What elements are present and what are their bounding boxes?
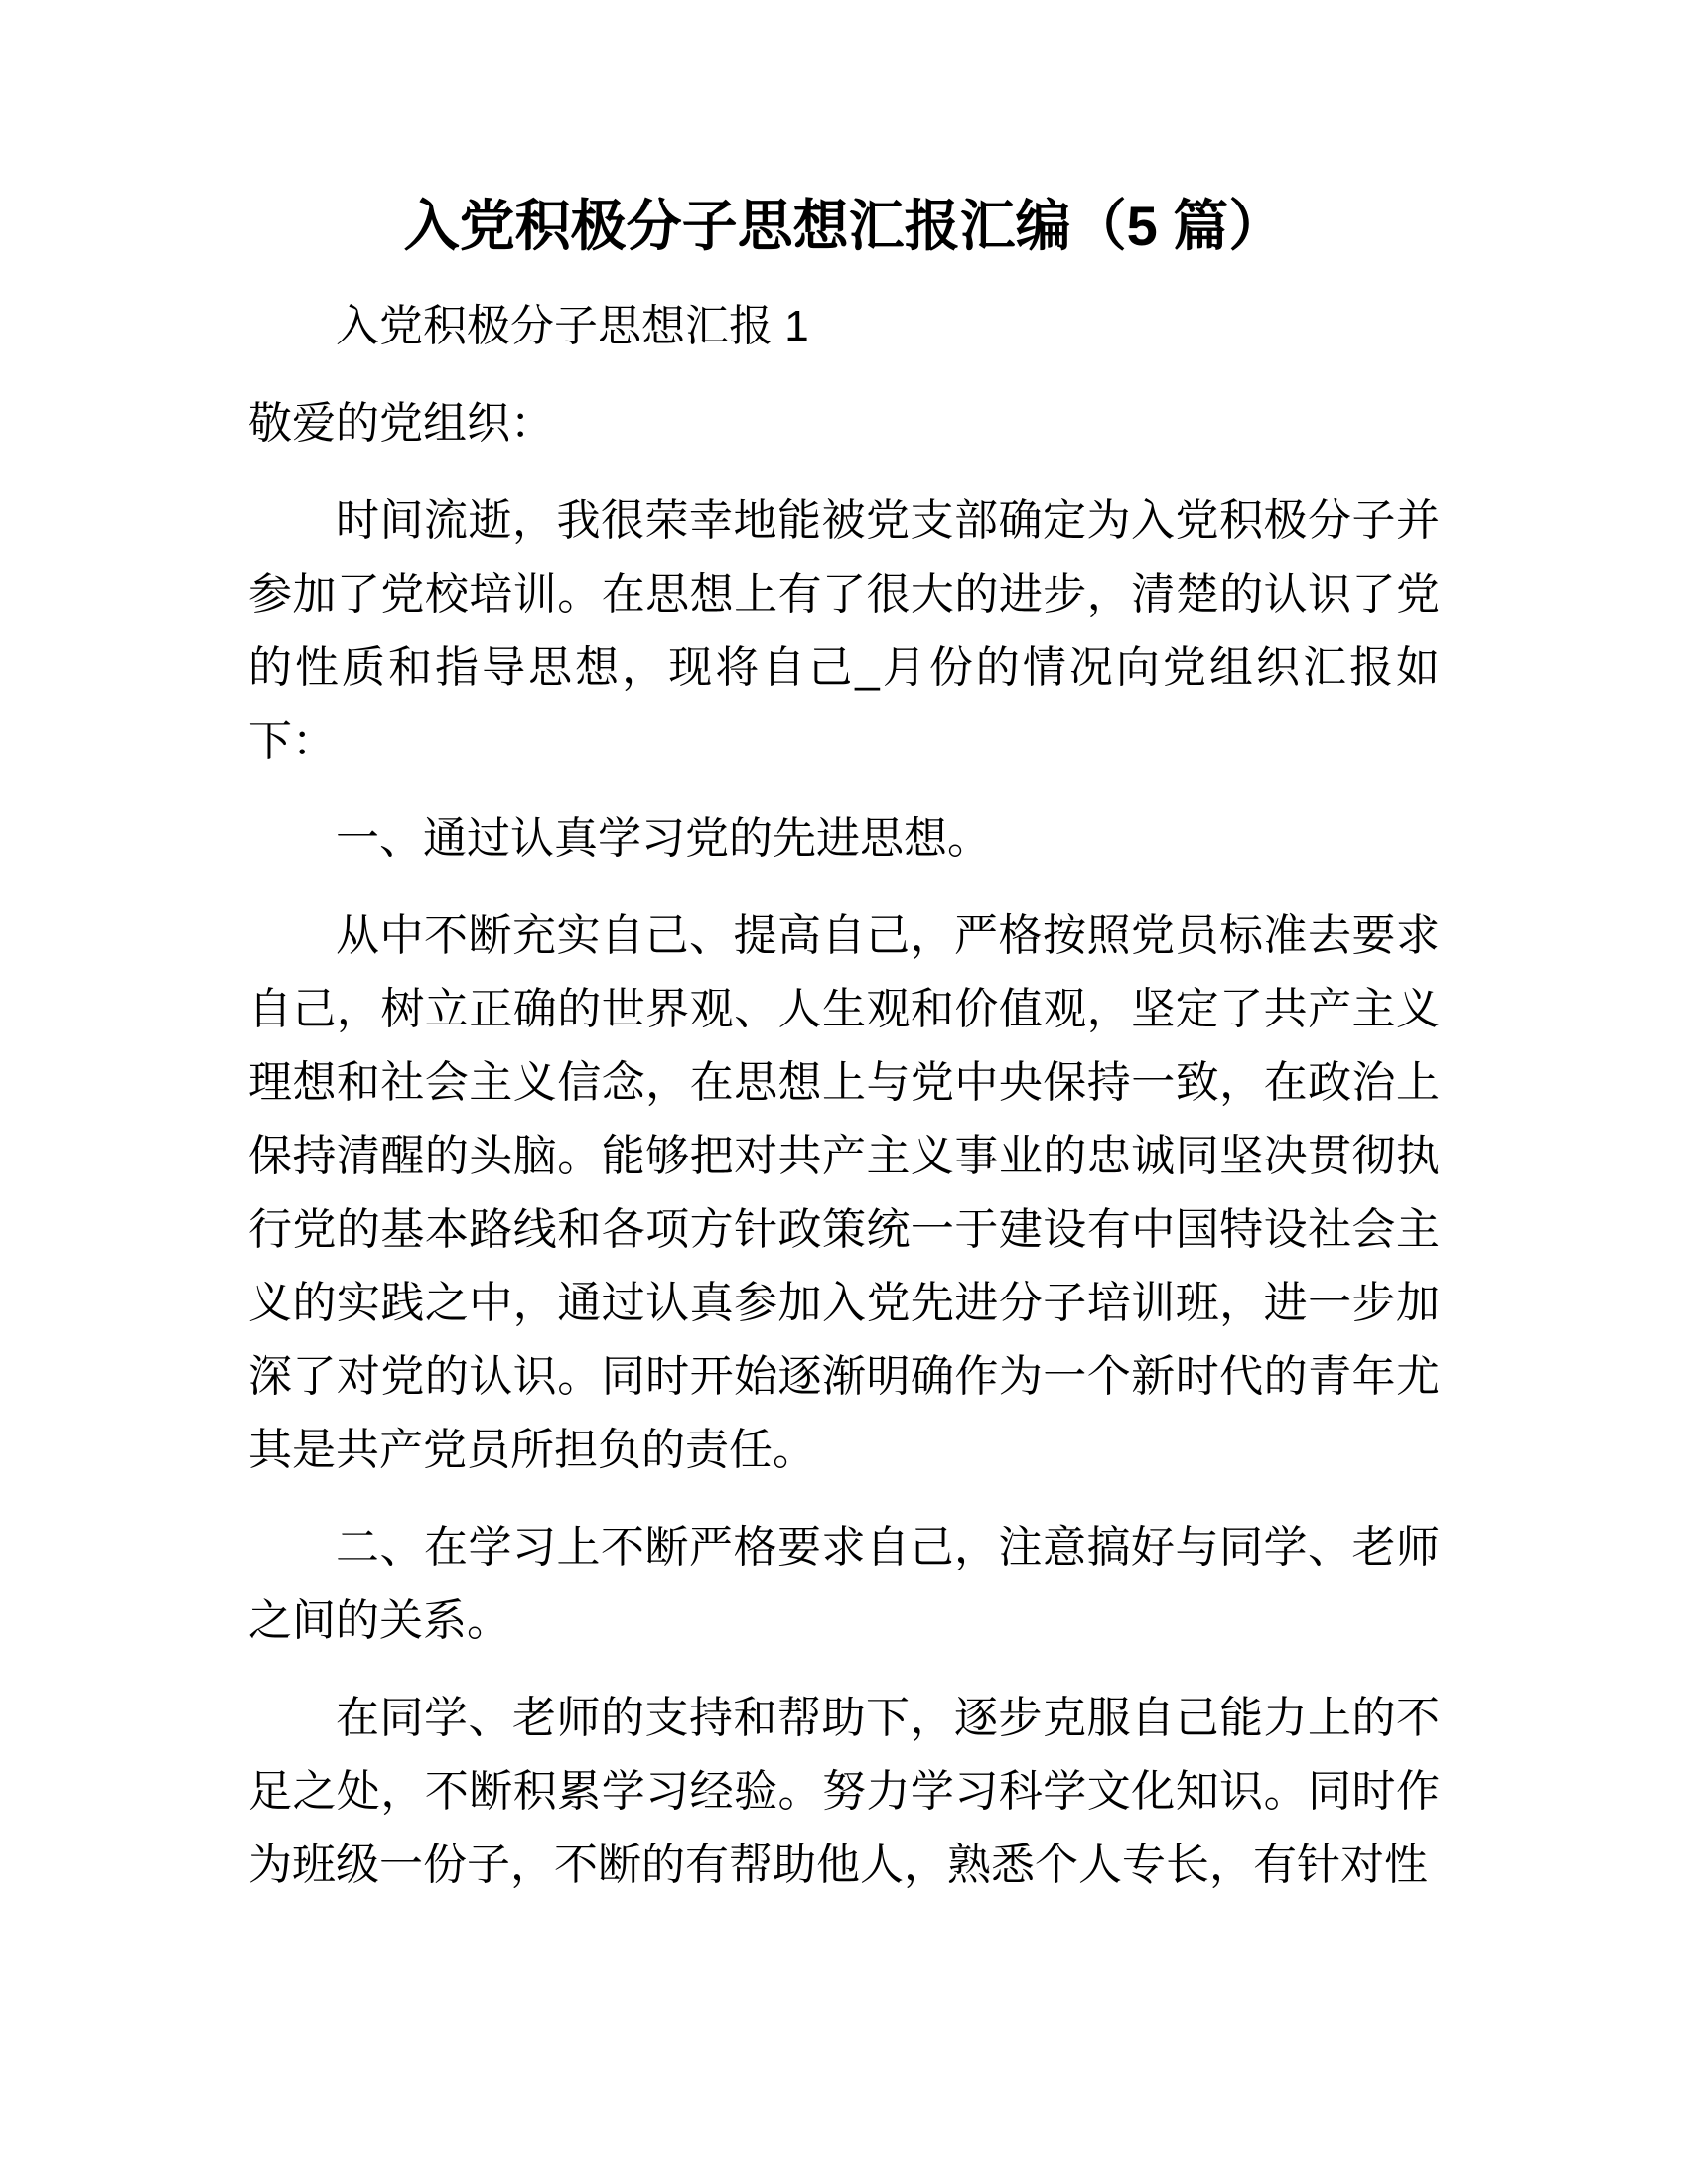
paragraph: 从中不断充实自己、提高自己，严格按照党员标准去要求自己，树立正确的世界观、人生观和价值观，坚定了共产主义理想和社会主义信念，在思想上与党中央保持一致，在政治上保持清醒的头脑。能够把对共产主义事业的忠诚同坚决贯彻执行党的基本路线和各项方针政策统一于建设有中国特设社会主义的实践之中，通过认真参加入党先进分子培训班，进一步加深了对党的认识。同时开始逐渐明确作为一个新时代的青年尤其是共产党员所担负的责任。 — [248, 911, 1440, 1474]
paragraph: 在同学、老师的支持和帮助下，逐步克服自己能力上的不足之处，不断积累学习经验。努力学习科学文化知识。同时作为班级一份子，不断的有帮助他人，熟悉个人专长，有针对性 — [248, 1694, 1440, 1889]
paragraph: 二、在学习上不断严格要求自己，注意搞好与同学、老师之间的关系。 — [248, 1523, 1440, 1645]
salutation: 敬爱的党组织： — [248, 399, 554, 448]
document-body — [248, 484, 1440, 1902]
paragraph: 一、通过认真学习党的先进思想。 — [336, 814, 991, 863]
section-heading: 入党积极分子思想汇报 1 — [336, 302, 809, 350]
document-title: 入党积极分子思想汇报汇编（5 篇） — [403, 195, 1285, 257]
paragraph: 时间流逝，我很荣幸地能被党支部确定为入党积极分子并参加了党校培训。在思想上有了很大的进步，清楚的认识了党的性质和指导思想，现将自己_月份的情况向党组织汇报如下： — [248, 496, 1440, 765]
